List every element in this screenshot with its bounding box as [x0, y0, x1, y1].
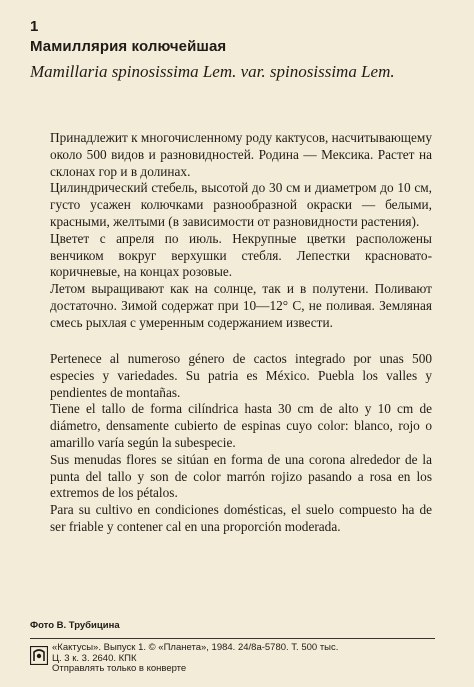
title-russian: Мамиллярия колючейшая	[30, 38, 227, 55]
spanish-paragraph: Para su cultivo en condiciones domésticas, el suelo compuesto ha de ser friable y contener cal en una proporción moderada.	[50, 502, 432, 534]
spanish-paragraph: Pertenece al numeroso género de cactos integrado por unas 500 especies y variedades. Su patria es México. Puebla los valles y pendientes de montañas.	[50, 351, 432, 400]
card-number: 1	[30, 18, 39, 35]
russian-paragraph: Цветет с апреля по июль. Некрупные цветки расположены венчиком вокруг верхушки стебля. Лепестки красновато-коричневые, на концах розовые.	[50, 230, 432, 280]
photo-credit: Фото В. Трубицина	[30, 620, 120, 631]
imprint	[52, 643, 442, 675]
footer-divider	[30, 638, 435, 639]
publisher-logo-icon	[30, 646, 48, 665]
russian-paragraph: Цилиндрический стебель, высотой до 30 см и диаметром до 10 см, густо усажен колючками разнообразной окраски — белыми, красными, желтыми (в зависимости от разновидности растения).	[50, 180, 432, 229]
spanish-description	[50, 351, 432, 536]
spanish-paragraph: Sus menudas flores se sitúan en forma de una corona alrededor de la punta del tallo y son de color marrón rojizo pasando a rosa en los extremos de los pétalos.	[50, 451, 432, 501]
russian-description	[50, 130, 432, 332]
russian-paragraph: Принадлежит к многочисленному роду кактусов, насчитывающему около 500 видов и разновидностей. Родина — Мексика. Растет на склонах гор и в долинах.	[50, 130, 432, 179]
imprint-line: Отправлять только в конверте	[52, 663, 187, 675]
imprint-line: Ц. 3 к. 3. 2640. КПК	[52, 652, 137, 664]
title-latin: Mamillaria spinosissima Lem. var. spinosissima Lem.	[30, 62, 395, 81]
russian-paragraph: Летом выращивают как на солнце, так и в полутени. Поливают достаточно. Зимой содержат при 10—12° С, не поливая. Земляная смесь рыхлая с умеренным содержанием извести.	[50, 281, 432, 330]
imprint-line: «Кактусы». Выпуск 1. © «Планета», 1984. 24/8а-5780. Т. 500 тыс.	[52, 642, 339, 653]
spanish-paragraph: Tiene el tallo de forma cilíndrica hasta 30 cm de alto y 10 cm de diámetro, densamente cubierto de espinas cuyo color: blanco, rojo o amarillo varía según la subespecie.	[50, 401, 432, 450]
